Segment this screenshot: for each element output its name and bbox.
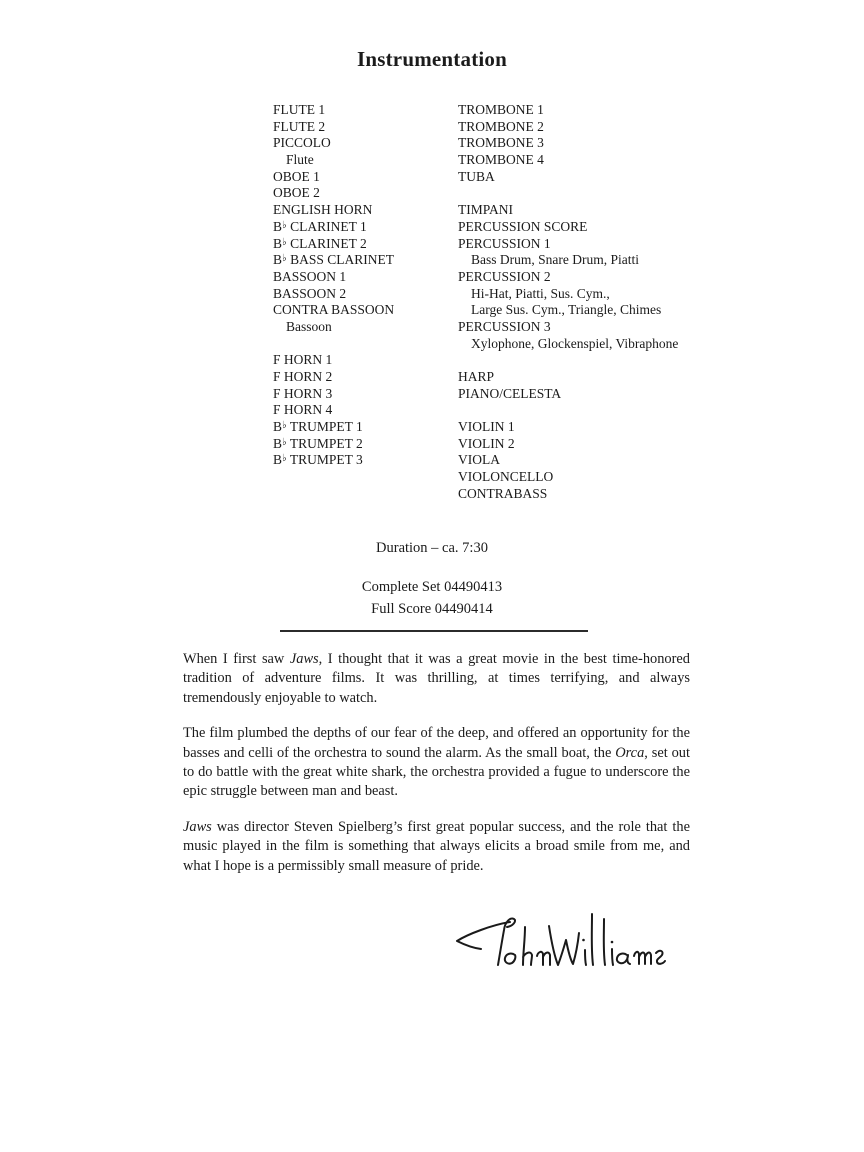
full-score-number: Full Score 04490414 xyxy=(371,601,493,617)
signature-stroke xyxy=(549,926,579,965)
signature-stroke xyxy=(656,951,665,964)
instrument-item: B♭ CLARINET 1 xyxy=(273,218,367,234)
instrument-item: TIMPANI xyxy=(458,202,514,218)
instrument-item: Hi-Hat, Piatti, Sus. Cym., xyxy=(471,285,610,301)
instrument-item: F HORN 2 xyxy=(273,369,333,384)
instrument-item: VIOLA xyxy=(458,452,500,468)
signature-stroke xyxy=(498,919,515,965)
note-paragraph xyxy=(183,724,690,802)
instrument-item: F HORN 4 xyxy=(273,402,333,418)
signature-stroke xyxy=(617,954,630,964)
instrument-item: OBOE 2 xyxy=(273,185,320,201)
instrument-item: TROMBONE 2 xyxy=(458,118,544,134)
instrument-item: VIOLONCELLO xyxy=(458,469,554,485)
instrument-item: B♭ TRUMPET 1 xyxy=(273,419,363,435)
instrument-item: PICCOLO xyxy=(273,135,331,151)
signature-stroke xyxy=(537,952,550,965)
signature-stroke xyxy=(505,954,516,964)
signature-stroke xyxy=(604,919,605,965)
instrument-item: BASSOON 2 xyxy=(273,285,347,301)
note-text: , I thought that it was a great movie in the best time-honored tradition of adventure films. It was thrilling, at times terrifying, and always tremendously enjoyable to watch. xyxy=(183,651,690,706)
instrument-item: PERCUSSION SCORE xyxy=(458,218,588,234)
signature-dot xyxy=(611,941,614,944)
signature-stroke xyxy=(523,927,532,965)
instrument-item: Large Sus. Cym., Triangle, Chimes xyxy=(471,302,662,318)
complete-set-number: Complete Set 04490413 xyxy=(361,579,503,595)
instrument-item: TROMBONE 1 xyxy=(458,102,544,117)
duration-text: Duration – ca. 7:30 xyxy=(376,540,488,556)
italic-text: Jaws xyxy=(183,818,212,835)
instrument-item: Xylophone, Glockenspiel, Vibraphone xyxy=(471,335,679,351)
instrument-item: FLUTE 2 xyxy=(273,118,326,134)
instrument-item: Flute xyxy=(286,152,314,168)
instrument-item: CONTRA BASSOON xyxy=(273,302,395,318)
instrument-column-left xyxy=(273,102,394,469)
instrument-group xyxy=(458,369,678,402)
instrument-item: TUBA xyxy=(458,168,495,184)
instrument-item: TROMBONE 3 xyxy=(458,135,544,151)
john-williams-signature xyxy=(440,903,670,983)
italic-text: Orca xyxy=(615,744,645,761)
instrument-item: Bass Drum, Snare Drum, Piatti xyxy=(471,252,639,268)
instrument-item: PERCUSSION 1 xyxy=(458,235,551,251)
instrument-item: F HORN 1 xyxy=(273,352,333,368)
flat-symbol: ♭ xyxy=(282,219,287,231)
instrument-item: VIOLIN 1 xyxy=(458,419,515,435)
instrument-item: B♭ TRUMPET 2 xyxy=(273,435,363,451)
instrument-item: ENGLISH HORN xyxy=(273,202,373,218)
instrument-group xyxy=(458,202,678,352)
instrument-group xyxy=(458,419,678,502)
instrument-item: BASSOON 1 xyxy=(273,268,347,284)
signature-stroke xyxy=(634,952,651,964)
instrument-item: F HORN 3 xyxy=(273,385,333,401)
instrument-item: OBOE 1 xyxy=(273,168,320,184)
note-paragraph xyxy=(183,650,690,708)
instrument-item: B♭ CLARINET 2 xyxy=(273,235,367,251)
page-title: Instrumentation xyxy=(356,47,507,71)
signature-stroke xyxy=(585,950,586,965)
instrument-item: Bassoon xyxy=(286,318,332,334)
note-text: was director Steven Spielberg’s first great popular success, and the role that the music played in the film is something that always elicits a broad smile from me, and what I hope is a permissibly small measure of pride. xyxy=(183,818,690,874)
instrument-item: VIOLIN 2 xyxy=(458,435,515,451)
note-text: The film plumbed the depths of our fear of the deep, and offered an opportunity for the basses and celli of the orchestra to sound the alarm. As the small boat, the xyxy=(183,725,690,761)
instrument-item: B♭ TRUMPET 3 xyxy=(273,452,363,468)
instrument-column-right xyxy=(458,102,678,503)
signature-stroke xyxy=(612,949,613,965)
flat-symbol: ♭ xyxy=(282,453,287,465)
flat-symbol: ♭ xyxy=(282,436,287,448)
instrument-item: B♭ BASS CLARINET xyxy=(273,252,394,268)
note-paragraph xyxy=(183,818,690,876)
instrument-group xyxy=(273,102,394,336)
instrument-item: FLUTE 1 xyxy=(273,102,326,117)
flat-symbol: ♭ xyxy=(282,253,287,265)
italic-text: Jaws xyxy=(289,651,319,667)
instrument-item: HARP xyxy=(458,369,495,384)
divider-rule xyxy=(280,630,588,632)
instrument-item: PERCUSSION 2 xyxy=(458,268,551,284)
instrument-item: PIANO/CELESTA xyxy=(458,385,562,401)
signature-dot xyxy=(582,939,585,942)
instrument-group xyxy=(273,352,394,469)
program-notes xyxy=(183,650,690,892)
instrument-group xyxy=(458,102,678,185)
instrument-item: TROMBONE 4 xyxy=(458,152,544,168)
flat-symbol: ♭ xyxy=(282,420,287,432)
flat-symbol: ♭ xyxy=(282,236,287,248)
instrument-item: PERCUSSION 3 xyxy=(458,318,551,334)
note-text: , set out to do battle with the great white shark, the orchestra provided a fugue to underscore the epic struggle between man and beast. xyxy=(183,744,690,800)
signature-stroke xyxy=(592,914,593,965)
instrument-item: CONTRABASS xyxy=(458,485,548,501)
note-text: When I first saw xyxy=(183,651,290,667)
